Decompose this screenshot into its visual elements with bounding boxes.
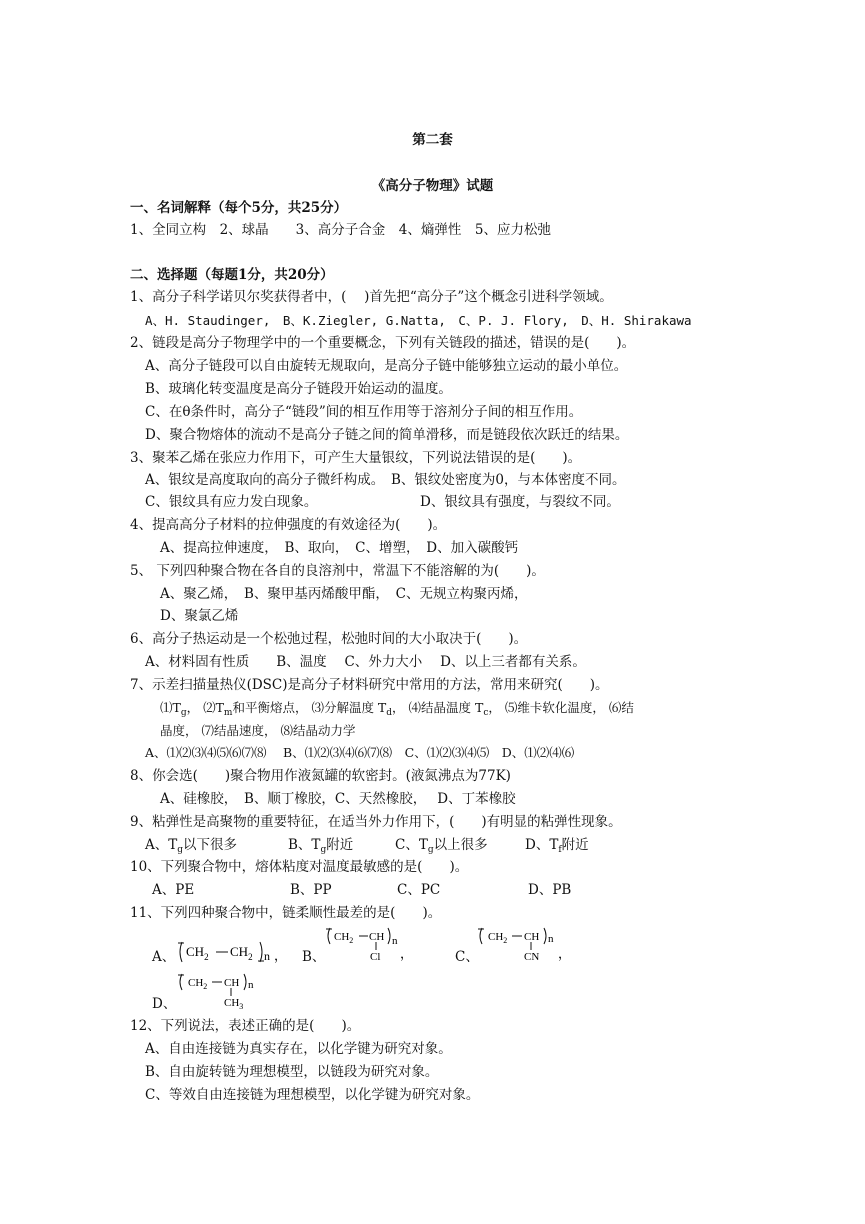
q11-c-structure [478,922,578,966]
svg-text:，: ， [274,948,288,963]
svg-text:CH: CH [524,931,540,943]
exam-title: 《高分子物理》试题 [371,178,494,194]
q7-list-continued: 晶度， ⑺结晶速度， ⑻结晶动力学 [160,723,356,738]
polyacrylonitrile-formula [478,922,578,966]
q2-option-a: A、高分子链段可以自由旋转无规取向，是高分子链中能够独立运动的最小单位。 [145,358,628,374]
q1-options: A、H. Staudinger, B、K.Ziegler, G.Natta, C、P. J. Flory, D、H. Shirakawa [145,313,692,328]
svg-text:Cl: Cl [370,951,381,963]
q2-option-d: D、聚合物熔体的流动不是高分子链之间的简单滑移，而是链段依次跃迁的结果。 [145,427,629,443]
q3-option-d: D、银纹具有强度，与裂纹不同。 [420,494,620,510]
q2-option-c: C、在θ条件时，高分子“链段”间的相互作用等于溶剂分子间的相互作用。 [145,404,583,420]
q9-option-b: B、$T_g$附近 [288,837,354,855]
q5-stem: 5、 下列四种聚合物在各自的良溶剂中，常温下不能溶解的为( )。 [130,563,545,579]
set-title: 第二套 [412,132,453,148]
svg-text:CH2: $CH_2$ [186,944,209,962]
section1-heading: 一、名词解释（每个5分，共25分） [130,200,348,216]
q3-stem: 3、聚苯乙烯在张应力作用下，可产生大量银纹，下列说法错误的是( )。 [130,450,582,466]
q12-option-b: B、自由旋转链为理想模型，以链段为研究对象。 [145,1064,439,1080]
q11-stem: 11、下列四种聚合物中，链柔顺性最差的是( )。 [130,905,442,921]
q9-option-a: A、$T_g$以下很多 [145,837,238,855]
pvc-formula [326,922,426,966]
polypropylene-formula [178,968,268,1012]
q10-option-c: C、PC [397,882,441,898]
q11-b-structure [326,922,426,966]
q11-a-label: A、 [152,949,176,965]
svg-text:n: n [248,979,254,991]
q11-c-label: C、 [455,949,479,965]
q11-b-label: B、 [302,949,326,965]
q9-stem: 9、粘弹性是高聚物的重要特征，在适当外力作用下，( )有明显的粘弹性现象。 [130,814,622,830]
svg-text:，: ， [558,946,572,961]
section1-terms: 1、全同立构 2、球晶 3、高分子合金 4、熵弹性 5、应力松弛 [130,222,551,238]
q4-stem: 4、提高高分子材料的拉伸强度的有效途径为( )。 [130,517,447,533]
svg-text:CH2: $CH_2$ [188,977,208,991]
svg-text:n: n [392,935,398,947]
q5-options: A、聚乙烯， B、聚甲基丙烯酸甲酯， C、无规立构聚丙烯， [160,586,528,602]
q4-options: A、提高拉伸速度， B、取向， C、增塑， D、加入碳酸钙 [160,540,519,556]
svg-text:CH: CH [224,977,240,989]
q9-option-c: C、$T_g$以上很多 [395,837,488,855]
q12-option-a: A、自由连接链为真实存在，以化学键为研究对象。 [145,1041,452,1057]
q7-list: $⑴T_g$， $⑵T_m$和平衡熔点， ⑶分解温度 $T_d$， ⑷结晶温度 $T_c$， ⑸维卡软化温度， ⑹结 [160,700,634,718]
q5-option-d: D、聚氯乙烯 [160,608,239,624]
polyethylene-formula [176,930,286,970]
q12-option-c: C、等效自由连接链为理想模型，以化学键为研究对象。 [145,1087,480,1103]
q11-d-structure [178,968,268,1012]
q6-options: A、材料固有性质 B、温度 C、外力大小 D、以上三者都有关系。 [145,654,586,670]
svg-text:CH: CH [369,931,385,943]
svg-text:，: ， [400,946,414,961]
q8-stem: 8、你会选( )聚合物用作液氮罐的软密封。(液氮沸点为77K) [130,768,511,784]
q10-stem: 10、下列聚合物中，熔体粘度对温度最敏感的是( )。 [130,859,469,875]
q12-stem: 12、下列说法，表述正确的是( )。 [130,1018,361,1034]
svg-text:CH2: $CH_2$ [334,931,354,945]
svg-text:CH3: $CH_3$ [224,997,244,1011]
q8-options: A、硅橡胶， B、顺丁橡胶，C、天然橡胶， D、丁苯橡胶 [160,791,516,807]
q11-d-label: D、 [152,996,177,1012]
svg-text:CH2: $CH_2$ [488,931,508,945]
q10-option-d: D、PB [528,882,572,898]
q10-option-a: A、PE [152,882,195,898]
q10-option-b: B、PP [290,882,332,898]
q1-stem: 1、高分子科学诺贝尔奖获得者中，( )首先把“高分子”这个概念引进科学领域。 [130,289,613,305]
q2-stem: 2、链段是高分子物理学中的一个重要概念，下列有关链段的描述，错误的是( )。 [130,335,636,351]
svg-text:n: n [548,933,554,945]
q9-option-d: D、$T_f$附近 [525,837,589,855]
q7-stem: 7、示差扫描量热仪(DSC)是高分子材料研究中常用的方法，常用来研究( )。 [130,677,609,693]
q11-a-structure [176,930,286,970]
q3-option-c: C、银纹具有应力发白现象。 [145,494,318,510]
q3-option-ab: A、银纹是高度取向的高分子微纤构成。 B、银纹处密度为0，与本体密度不同。 [145,472,626,488]
svg-text:CN: CN [524,951,540,963]
svg-text:n: n [264,949,270,963]
section2-heading: 二、选择题（每题1分，共20分） [130,267,334,283]
q6-stem: 6、高分子热运动是一个松弛过程，松弛时间的大小取决于( )。 [130,631,528,647]
svg-text:CH2: $CH_2$ [230,944,253,962]
q7-options: A、⑴⑵⑶⑷⑸⑹⑺⑻ B、⑴⑵⑶⑷⑹⑺⑻ C、⑴⑵⑶⑷⑸ D、⑴⑵⑷⑹ [145,745,575,760]
q2-option-b: B、玻璃化转变温度是高分子链段开始运动的温度。 [145,381,452,397]
